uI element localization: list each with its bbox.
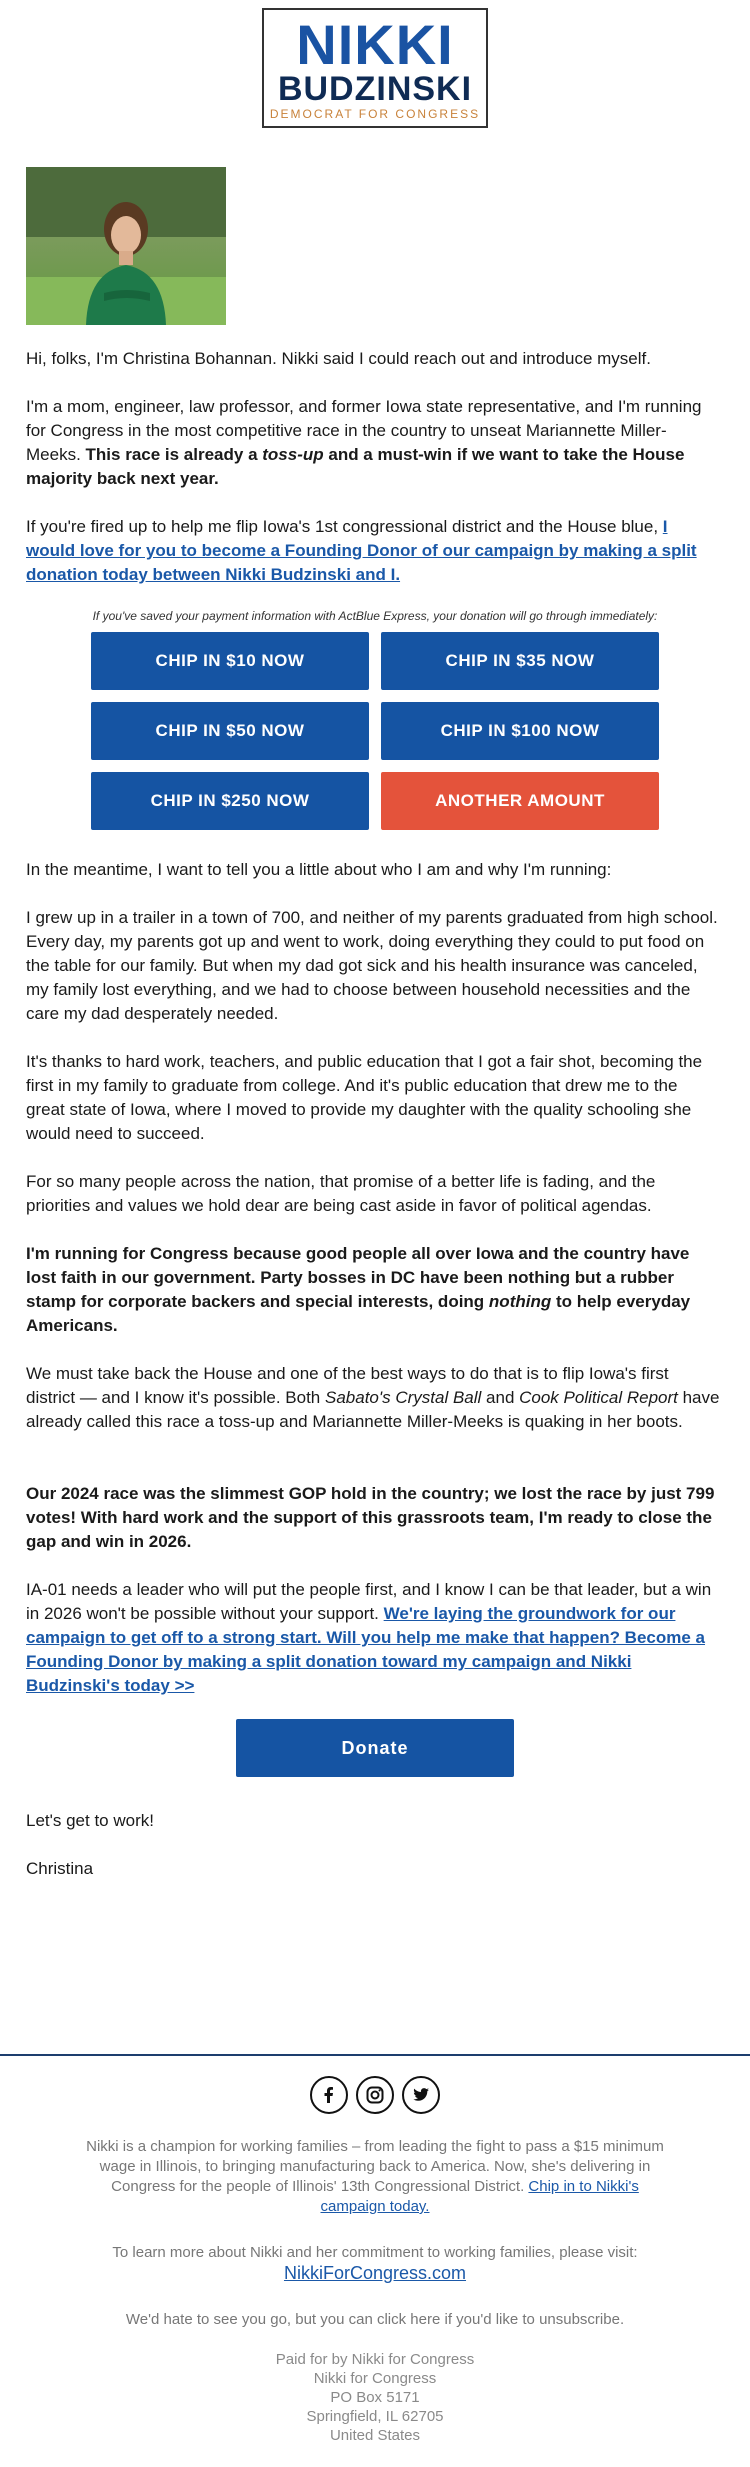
logo-container [0, 8, 750, 128]
address-po-box: PO Box 5171 [330, 2389, 420, 2406]
closing-text: Let's get to work! [26, 1811, 154, 1830]
groundwork-link[interactable]: We're laying the groundwork for our campaign to get off to a strong start. Will you help me make that happen? Become a Founding Donor by making a split donation toward my campaign and Nikki Budzinski's today >> [26, 1604, 706, 1695]
nothing-italic: nothing [488, 1292, 552, 1311]
mailing-address [0, 2350, 750, 2445]
address-org: Nikki for Congress [313, 2370, 437, 2387]
race-2024-text: Our 2024 race was the slimmest GOP hold in the country; we lost the race by just 799 votes! With hard work and the support of this grassroots team, I'm ready to close the gap and win in 2026. [26, 1484, 715, 1551]
candidate-photo [26, 167, 226, 325]
footer-learn [80, 2243, 670, 2285]
running-text-end: to help everyday Americans. [26, 1292, 691, 1335]
logo-first-name: NIKKI [296, 13, 454, 76]
logo-last-name: BUDZINSKI [277, 70, 473, 108]
meantime-text: In the meantime, I want to tell you a little about who I am and why I'm running: [26, 860, 612, 879]
house-paragraph [26, 1362, 720, 1434]
chip-in-250-button[interactable]: CHIP IN $250 NOW [91, 772, 369, 830]
bio-paragraph [26, 395, 720, 491]
donate-button[interactable]: Donate [236, 1719, 514, 1777]
race-emphasis-a: This race is already a [85, 445, 263, 464]
logo-tagline: DEMOCRAT FOR CONGRESS [269, 107, 481, 121]
chip-in-50-button[interactable]: CHIP IN $50 NOW [91, 702, 369, 760]
instagram-icon[interactable] [356, 2076, 394, 2114]
another-amount-button[interactable]: ANOTHER AMOUNT [381, 772, 659, 830]
leader-text: IA-01 needs a leader who will put the people first, and I know I can be that leader, but a win in 2026 won't be possible without your support. [26, 1580, 712, 1623]
footer-divider [0, 2054, 750, 2056]
bio-text: I'm a mom, engineer, law professor, and former Iowa state representative, and I'm running for Congress in the most competitive race in the country to unseat Mariannette Miller-Meeks. [26, 397, 702, 464]
signature-line [26, 1857, 720, 1881]
intro-paragraph [26, 347, 720, 371]
ask-paragraph [26, 515, 720, 587]
chip-in-nikki-link[interactable]: Chip in to Nikki's campaign today. [320, 2178, 639, 2215]
running-paragraph [26, 1242, 720, 1338]
chip-in-100-button[interactable]: CHIP IN $100 NOW [381, 702, 659, 760]
meantime-paragraph [26, 858, 720, 882]
founding-donor-link[interactable]: I would love for you to become a Founding Donor of our campaign by making a split donation today between Nikki Budzinski and I. [26, 517, 697, 584]
toss-up-italic: toss-up [262, 445, 324, 464]
website-link[interactable]: NikkiForCongress.com [283, 2263, 467, 2283]
footer-blurb-text: Nikki is a champion for working families – from leading the fight to pass a $15 minimum wage in Illinois, to bringing manufacturing back to America. Now, she's delivering in Congress for the people of Illinois' 13th Congressional District. [86, 2138, 664, 2195]
closing-line [26, 1809, 720, 1833]
learn-more-text: To learn more about Nikki and her commitment to working families, please visit: [112, 2244, 638, 2261]
house-and: and [481, 1388, 520, 1407]
race-emphasis [26, 445, 684, 488]
signature-text: Christina [26, 1859, 94, 1878]
promise-text: For so many people across the nation, that promise of a better life is fading, and the priorities and values we hold dear are being cast aside in favor of political agendas. [26, 1172, 656, 1215]
house-text: We must take back the House and one of the best ways to do that is to flip Iowa's first district — and I know it's possible. Both [26, 1364, 669, 1407]
house-text-end: have already called this race a toss-up and Mariannette Miller-Meeks is quaking in her boots. [26, 1388, 720, 1431]
education-text: It's thanks to hard work, teachers, and public education that I got a fair shot, becoming the first in my family to graduate from college. And it's public education that drew me to the great state of Iowa, where I moved to provide my daughter with the quality schooling she would need to succeed. [26, 1052, 703, 1143]
education-paragraph [26, 1050, 720, 1146]
ask-text: If you're fired up to help me flip Iowa's 1st congressional district and the House blue, [26, 517, 663, 536]
intro-text: Hi, folks, I'm Christina Bohannan. Nikki said I could reach out and introduce myself. [26, 349, 651, 368]
campaign-logo [262, 8, 488, 128]
cook-italic: Cook Political Report [519, 1388, 678, 1407]
twitter-icon[interactable] [402, 2076, 440, 2114]
childhood-text: I grew up in a trailer in a town of 700, and neither of my parents graduated from high school. Every day, my parents got up and went to work, doing everything they could to put food on the table for our family. But when my dad got sick and his health insurance was canceled, my family lost everything, and we had to choose between household necessities and the care my dad desperately needed. [26, 908, 718, 1023]
unsubscribe-line[interactable]: We'd hate to see you go, but you can click here if you'd like to unsubscribe. [125, 2311, 625, 2328]
address-city: Springfield, IL 62705 [306, 2408, 444, 2425]
address-country: United States [329, 2427, 421, 2444]
running-text: I'm running for Congress because good people all over Iowa and the country have lost faith in our government. Party bosses in DC have been nothing but a rubber stamp for corporate backers and special interests, doing [26, 1244, 690, 1311]
actblue-express-note: If you've saved your payment information with ActBlue Express, your donation will go through immediately: [92, 609, 658, 623]
social-icons [0, 2076, 750, 2114]
facebook-icon[interactable] [310, 2076, 348, 2114]
race-2024-paragraph [26, 1482, 720, 1554]
footer-blurb [80, 2137, 670, 2217]
paid-for-by: Paid for by Nikki for Congress [275, 2351, 475, 2368]
leader-paragraph [26, 1578, 720, 1698]
chip-in-35-button[interactable]: CHIP IN $35 NOW [381, 632, 659, 690]
childhood-paragraph [26, 906, 720, 1026]
chip-in-10-button[interactable]: CHIP IN $10 NOW [91, 632, 369, 690]
race-emphasis-b: and a must-win if we want to take the House majority back next year. [26, 445, 685, 488]
promise-paragraph [26, 1170, 720, 1218]
sabato-italic: Sabato's Crystal Ball [325, 1388, 482, 1407]
